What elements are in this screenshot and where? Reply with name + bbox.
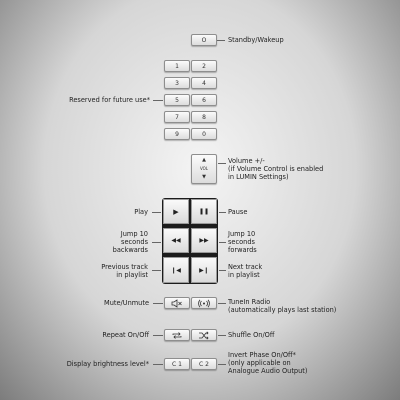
key-8[interactable]: 8 — [191, 111, 217, 123]
tunein-line2: (automatically plays last station) — [228, 306, 337, 315]
repeat-button[interactable] — [164, 329, 190, 341]
leader-line — [219, 212, 226, 213]
leader-line — [218, 335, 226, 336]
reserved-label: Reserved for future use* — [69, 96, 150, 104]
jump-forward-label — [228, 230, 257, 255]
key-6[interactable]: 6 — [191, 94, 217, 106]
pause-label: Pause — [228, 208, 248, 216]
shuffle-icon — [198, 331, 210, 340]
key-2[interactable]: 2 — [191, 60, 217, 72]
leader-line — [153, 100, 163, 101]
key-3[interactable]: 3 — [164, 77, 190, 89]
pause-button[interactable]: ❚❚ — [191, 199, 217, 224]
tunein-line1: TuneIn Radio — [228, 298, 271, 306]
c1-button[interactable]: C 1 — [164, 358, 190, 370]
tunein-label — [228, 298, 336, 314]
key-1[interactable]: 1 — [164, 60, 190, 72]
brightness-label: Display brightness level* — [66, 360, 149, 368]
leader-line — [217, 40, 225, 41]
leader-line — [153, 303, 163, 304]
previous-track-button[interactable]: ❙◀ — [163, 257, 189, 283]
volume-label-line2: (if Volume Control is enabled — [228, 165, 324, 174]
key-9[interactable]: 9 — [164, 128, 190, 140]
vol-down-icon[interactable]: ▼ — [202, 174, 206, 180]
leader-line — [153, 335, 163, 336]
previous-track-label — [101, 263, 148, 279]
c2-button[interactable]: C 2 — [191, 358, 217, 370]
next-line1: Next track — [228, 263, 263, 271]
play-label: Play — [134, 208, 148, 216]
standby-label: Standby/Wakeup — [228, 36, 284, 44]
fast-forward-button[interactable]: ▶▶ — [191, 228, 217, 253]
mute-button[interactable] — [164, 297, 190, 309]
invert-line2: (only applicable on — [228, 359, 291, 368]
transport-panel — [162, 198, 218, 284]
leader-line — [219, 242, 226, 243]
jump-forward-line3: forwards — [228, 246, 257, 255]
invert-line1: Invert Phase On/Off* — [228, 351, 296, 359]
shuffle-label: Shuffle On/Off — [228, 331, 275, 339]
volume-rocker[interactable] — [191, 154, 217, 184]
previous-line2: in playlist — [116, 271, 148, 280]
standby-button[interactable]: O — [191, 34, 217, 46]
repeat-label: Repeat On/Off — [102, 331, 149, 339]
leader-line — [218, 163, 226, 164]
volume-label-line1: Volume +/- — [228, 157, 265, 165]
jump-back-line2: seconds — [121, 238, 148, 247]
vol-up-icon[interactable]: ▲ — [202, 157, 206, 163]
invert-phase-label — [228, 351, 307, 376]
leader-line — [218, 303, 226, 304]
key-7[interactable]: 7 — [164, 111, 190, 123]
jump-forward-line1: Jump 10 — [228, 230, 256, 238]
rewind-button[interactable]: ◀◀ — [163, 228, 189, 253]
leader-line — [219, 270, 226, 271]
leader-line — [152, 242, 161, 243]
key-4[interactable]: 4 — [191, 77, 217, 89]
next-track-button[interactable]: ▶❙ — [191, 257, 217, 283]
leader-line — [152, 212, 161, 213]
leader-line — [152, 270, 161, 271]
next-track-label — [228, 263, 262, 279]
volume-label-line3: in LUMIN Settings) — [228, 173, 289, 182]
key-5[interactable]: 5 — [164, 94, 190, 106]
previous-line1: Previous track — [101, 263, 148, 271]
tunein-button[interactable] — [191, 297, 217, 309]
key-0[interactable]: 0 — [191, 128, 217, 140]
play-button[interactable]: ▶ — [163, 199, 189, 224]
volume-label — [228, 157, 323, 182]
jump-back-line3: backwards — [112, 246, 148, 255]
vol-text: VOL — [199, 166, 209, 171]
radio-waves-icon — [198, 299, 210, 308]
jump-forward-line2: seconds — [228, 238, 255, 247]
speaker-muted-icon — [171, 299, 183, 308]
shuffle-button[interactable] — [191, 329, 217, 341]
leader-line — [218, 364, 226, 365]
mute-label: Mute/Unmute — [104, 299, 149, 307]
jump-back-label — [113, 230, 148, 255]
leader-line — [153, 364, 163, 365]
jump-back-line1: Jump 10 — [120, 230, 148, 238]
repeat-icon — [171, 331, 183, 340]
next-line2: in playlist — [228, 271, 260, 280]
invert-line3: Analogue Audio Output) — [228, 367, 308, 376]
